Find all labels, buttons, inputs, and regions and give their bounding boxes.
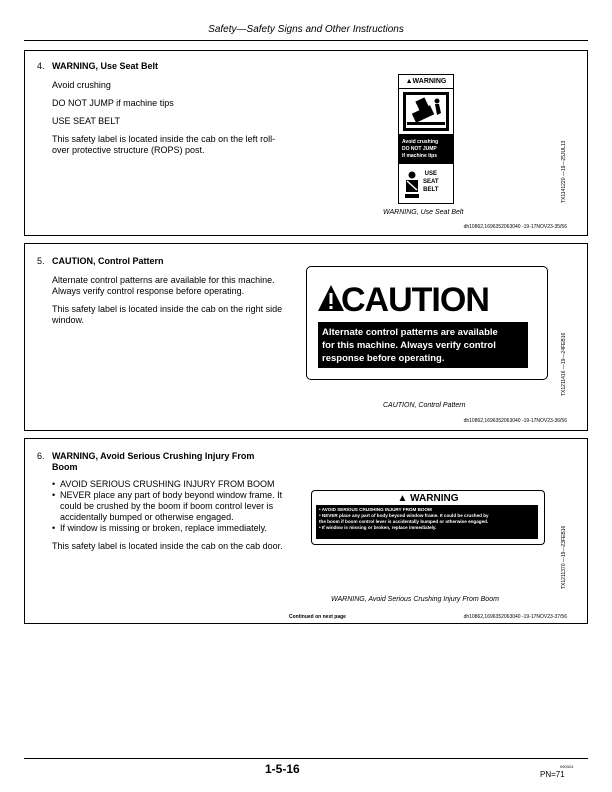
label-black-panel (318, 322, 528, 368)
label-black-panel (316, 505, 538, 539)
list-item: • If window is missing or broken, replace immediately. (52, 523, 297, 534)
label-text-line: DO NOT JUMP (402, 146, 437, 152)
figure-caption: CAUTION, Control Pattern (383, 402, 466, 409)
section-seat-belt (24, 50, 588, 236)
figure-code: TX1211370 —19—23FEB16 (561, 525, 567, 589)
figure-caption: WARNING, Avoid Serious Crushing Injury From Boom (331, 596, 499, 603)
label-header-text: WARNING (410, 493, 459, 504)
label-text-line: USE (424, 171, 437, 177)
section-title-text: WARNING, Use Seat Belt (52, 61, 159, 71)
text-line: Avoid crushing (52, 80, 111, 90)
label-text-line: • AVOID SERIOUS CRUSHING INJURY FROM BOOM (319, 507, 432, 512)
footer-rule (24, 758, 588, 759)
label-text-line: BELT (423, 187, 439, 193)
reference-code: dh10862,1696352063040 -19-17NOV23-35/56 (463, 224, 567, 230)
label-header (312, 493, 544, 504)
label-text-line: • NEVER place any part of body beyond window frame. It could be crushed by (319, 513, 489, 518)
seat-belt-panel (399, 164, 453, 206)
page-header-title: Safety—Safety Signs and Other Instructions (208, 24, 404, 35)
reference-code: dh10862,1696352063040 -19-17NOV23-36/56 (463, 418, 567, 424)
text-line: USE SEAT BELT (52, 116, 121, 126)
section-number: 4. (37, 61, 45, 71)
label-text-line: SEAT (423, 179, 439, 185)
figure-code: TX1141220 —19—25JUL13 (561, 140, 567, 203)
continued-note: Continued on next page (289, 614, 346, 620)
seat-belt-warning-label (398, 74, 454, 204)
page-pn: PN=71 (540, 770, 565, 779)
warning-triangle-icon: ▲ (405, 78, 413, 85)
tipping-machine-icon (399, 89, 453, 134)
label-text-line: Avoid crushing (402, 139, 439, 145)
list-item: • NEVER place any part of body beyond window frame. It could be crushed by the boom if boom control lever is accidentally bumped or otherwise engaged. (52, 490, 297, 523)
page-number: 1-5-16 (265, 762, 300, 776)
label-black-panel (399, 135, 453, 164)
location-paragraph: This safety label is located inside the cab on the right side window. (52, 304, 283, 325)
section-number: 6. (37, 451, 45, 461)
section-body (52, 275, 292, 333)
text-line: DO NOT JUMP if machine tips (52, 98, 174, 108)
label-header-text: CAUTION (341, 281, 489, 319)
section-title-text: CAUTION, Control Pattern (52, 256, 164, 266)
boom-crushing-warning-label (311, 490, 545, 545)
tipping-machine-pictogram (399, 89, 453, 135)
label-text-line: the boom if boom control lever is accidentally bumped or otherwise engaged. (319, 519, 489, 524)
figure-caption: WARNING, Use Seat Belt (383, 209, 464, 216)
reference-code: dh10862,1696352063040 -19-17NOV23-37/56 (463, 614, 567, 620)
header-rule (24, 40, 588, 41)
section-body (52, 479, 297, 559)
section-title (37, 61, 158, 72)
label-header-text: WARNING (412, 78, 447, 85)
section-title-text: WARNING, Avoid Serious Crushing Injury From (52, 451, 255, 461)
label-text-line: • If window is missing or broken, replace immediately. (319, 525, 437, 530)
label-text-line: response before operating. (322, 353, 445, 364)
seat-belt-icon (403, 170, 421, 200)
section-control-pattern (24, 243, 588, 431)
label-header (399, 75, 453, 89)
section-boom-crushing (24, 438, 588, 624)
section-title-text: Boom (52, 462, 78, 472)
section-number: 5. (37, 256, 45, 266)
location-paragraph: This safety label is located inside the cab on the cab door. (52, 541, 283, 551)
label-text-line: if machine tips (402, 153, 438, 159)
text-paragraph: Alternate control patterns are available for this machine. Always verify control response before operating. (52, 275, 275, 296)
section-title (37, 451, 297, 473)
warning-triangle-icon: ▲ (397, 493, 408, 504)
location-paragraph: This safety label is located inside the cab on the left roll-over protective structure (ROPS) post. (52, 134, 276, 155)
figure-code: TX1211416 —19—24FEB16 (561, 332, 567, 396)
footer-date-code: 090324 (560, 764, 574, 769)
section-body (52, 80, 292, 163)
list-item: • AVOID SERIOUS CRUSHING INJURY FROM BOOM (52, 479, 297, 490)
seat-belt-text (423, 170, 439, 194)
caution-control-pattern-label (306, 266, 548, 380)
section-title (37, 256, 164, 267)
bullet-list (52, 479, 297, 534)
label-text-line: for this machine. Always verify control (322, 340, 496, 351)
label-text-line: Alternate control patterns are available (322, 327, 498, 338)
